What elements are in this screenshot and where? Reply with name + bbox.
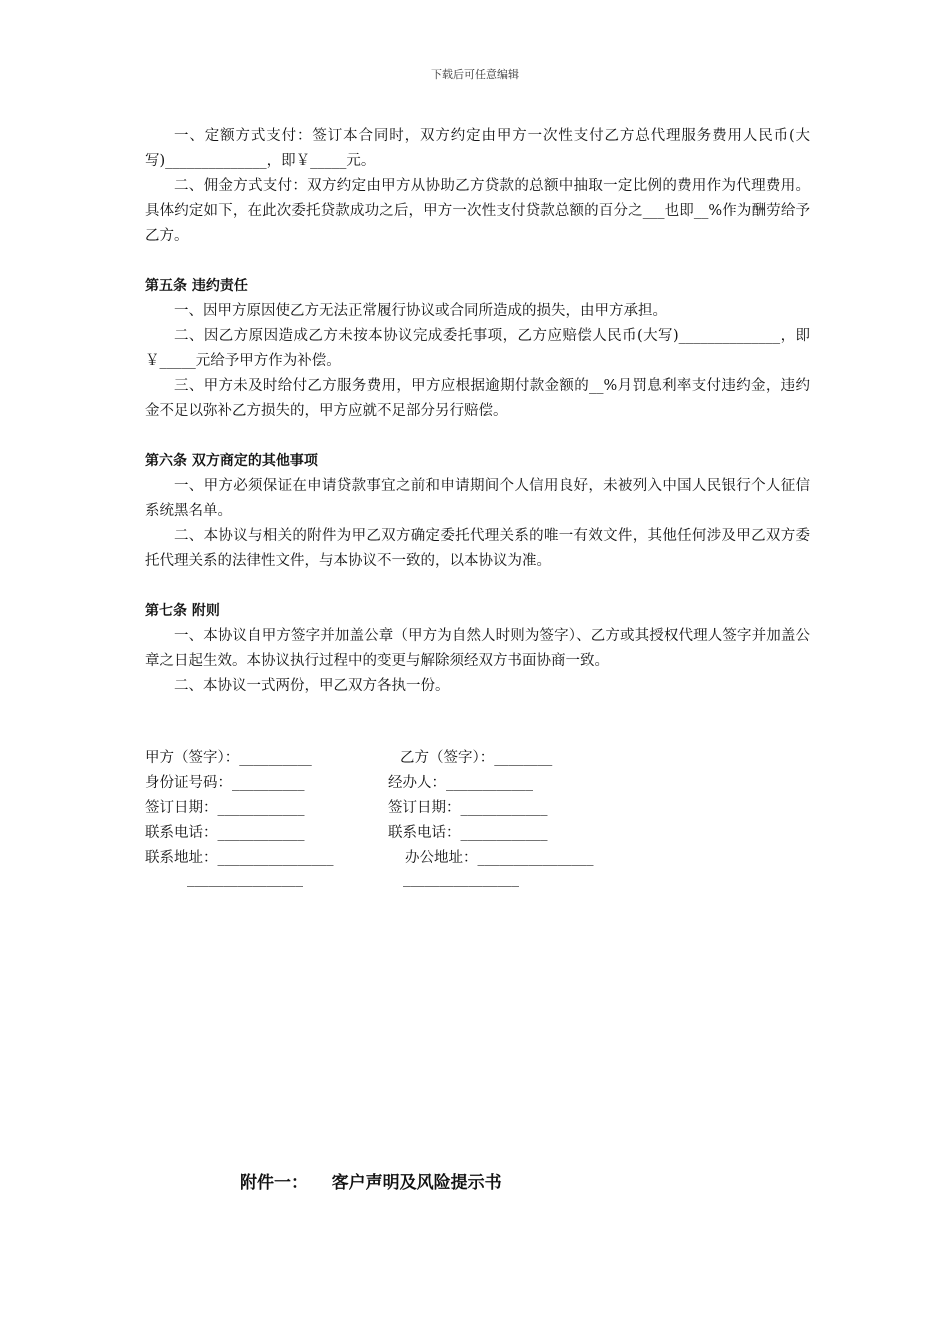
article-7-clause-1: 一、本协议自甲方签字并加盖公章（甲方为自然人时则为签字）、乙方或其授权代理人签字并加盖公章之日起生效。本协议执行过程中的变更与解除须经双方书面协商一致。 [145, 628, 810, 669]
agent-field: 经办人：____________ [388, 775, 533, 791]
article-6-heading: 第六条 双方商定的其他事项 [145, 453, 318, 469]
signature-row [145, 796, 805, 821]
article-5-heading: 第五条 违约责任 [145, 278, 248, 294]
article-5-clause-3: 三、甲方未及时给付乙方服务费用，甲方应根据逾期付款金额的__%月罚息利率支付违约金，违约金不足以弥补乙方损失的，甲方应就不足部分另行赔偿。 [145, 378, 810, 419]
appendix-title: 附件一： 客户声明及风险提示书 [240, 1173, 502, 1193]
signature-row [145, 771, 805, 796]
article-5-clause-2: 二、因乙方原因造成乙方未按本协议完成委托事项，乙方应赔偿人民币(大写)______________，即￥_____元给予甲方作为补偿。 [145, 328, 810, 369]
party-a-phone-field: 联系电话：____________ [145, 825, 305, 841]
article-5-clause-1: 一、因甲方原因使乙方无法正常履行协议或合同所造成的损失，由甲方承担。 [174, 303, 667, 319]
signature-block [145, 746, 805, 896]
document-body [145, 124, 810, 699]
signature-row [145, 746, 805, 771]
party-a-address-field: 联系地址：________________ [145, 850, 334, 866]
article-6-clause-1: 一、甲方必须保证在申请贷款事宜之前和申请期间个人信用良好，未被列入中国人民银行个人征信系统黑名单。 [145, 478, 810, 519]
article-7-clause-2: 二、本协议一式两份，甲乙双方各执一份。 [174, 678, 450, 694]
article-7-heading: 第七条 附则 [145, 603, 220, 619]
party-a-signature-field: 甲方（签字）：__________ [145, 750, 312, 766]
party-b-address-line-2: ________________ [403, 871, 519, 887]
party-b-phone-field: 联系电话：____________ [388, 825, 548, 841]
party-b-signature-field: 乙方（签字）：________ [400, 750, 553, 766]
signature-row [145, 846, 805, 871]
party-a-sign-date-field: 签订日期：____________ [145, 800, 305, 816]
article-6-clause-2: 二、本协议与相关的附件为甲乙双方确定委托代理关系的唯一有效文件，其他任何涉及甲乙双方委托代理关系的法律性文件，与本协议不一致的，以本协议为准。 [145, 528, 810, 569]
party-b-office-address-field: 办公地址：________________ [405, 850, 594, 866]
payment-fixed-paragraph: 一、定额方式支付：签订本合同时，双方约定由甲方一次性支付乙方总代理服务费用人民币(大写)______________，即￥_____元。 [145, 128, 810, 169]
signature-row [145, 871, 805, 896]
signature-row [145, 821, 805, 846]
party-a-address-line-2: ________________ [187, 871, 303, 887]
payment-commission-paragraph: 二、佣金方式支付：双方约定由甲方从协助乙方贷款的总额中抽取一定比例的费用作为代理费用。具体约定如下，在此次委托贷款成功之后，甲方一次性支付贷款总额的百分之___也即__%作为酬劳给予乙方。 [145, 178, 810, 244]
id-number-field: 身份证号码：__________ [145, 775, 305, 791]
party-b-sign-date-field: 签订日期：____________ [388, 800, 548, 816]
page-header: 下载后可任意编辑 [431, 68, 519, 81]
